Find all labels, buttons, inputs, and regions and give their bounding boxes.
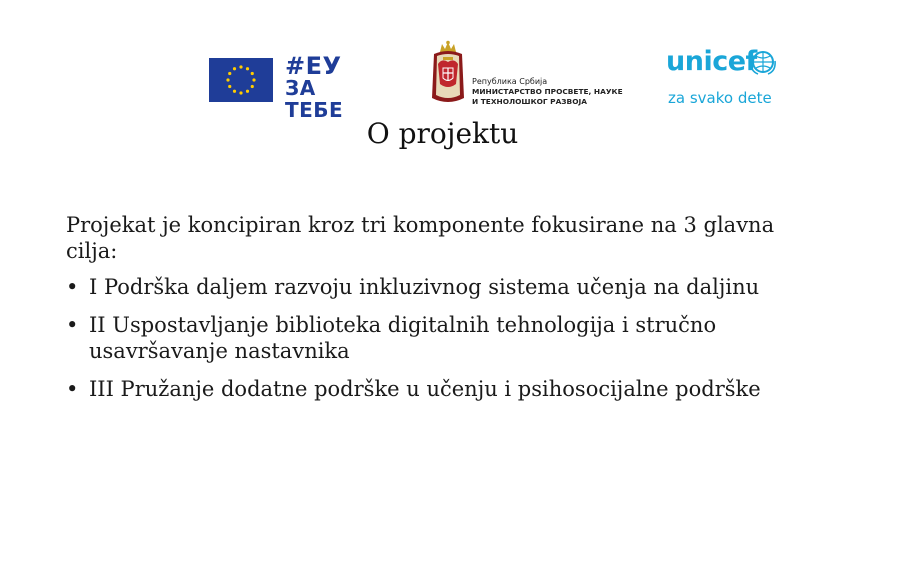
ministry-line2: МИНИСТАРСТВО ПРОСВЕТЕ, НАУКЕ (472, 87, 623, 96)
unicef-tagline: za svako dete (668, 89, 772, 107)
eu-star-icon (251, 72, 254, 75)
eu-star-icon (246, 67, 249, 70)
ministry-line3: И ТЕХНОЛОШКОГ РАЗВОЈА (472, 97, 587, 106)
goal-list (66, 274, 826, 402)
ministry-logo (428, 40, 628, 110)
eu-logo-text (285, 52, 379, 122)
unicef-globe-icon (750, 49, 776, 75)
ministry-logo-text (472, 77, 623, 107)
list-item (66, 274, 826, 300)
list-item (66, 376, 826, 402)
eu-flag-icon (209, 58, 273, 102)
eu-star-icon (228, 72, 231, 75)
eu-star-icon (246, 90, 249, 93)
bullet-icon: • (66, 313, 79, 337)
eu-star-icon (252, 78, 255, 81)
unicef-logo (666, 46, 786, 112)
bullet-icon: • (66, 377, 79, 401)
unicef-wordmark: unicef (666, 46, 757, 77)
logo-bar (0, 40, 899, 122)
slide-title: O projektu (366, 117, 519, 150)
intro-text: Projekat je koncipiran kroz tri komponente fokusirane na 3 glavna cilja: (66, 213, 775, 263)
serbian-coat-of-arms-icon (428, 40, 468, 106)
list-item-text: III Pružanje dodatne podrške u učenju i psihosocijalne podrške (89, 377, 761, 401)
list-item (66, 312, 826, 364)
eu-star-icon (251, 85, 254, 88)
list-item-text: I Podrška daljem razvoju inkluzivnog sistema učenja na daljinu (89, 275, 760, 299)
bullet-icon: • (66, 275, 79, 299)
eu-logo-line2: ЗА ТЕБЕ (285, 76, 344, 122)
slide-body (66, 212, 826, 414)
eu-logo-line1: #ЕУ (285, 52, 342, 80)
eu-star-icon (226, 78, 229, 81)
eu-logo (209, 52, 379, 122)
eu-star-icon (228, 85, 231, 88)
list-item-text: II Uspostavljanje biblioteka digitalnih tehnologija i stručno usavršavanje nastavnika (89, 313, 717, 363)
ministry-line1: Република Србија (472, 77, 548, 86)
eu-star-icon (239, 65, 242, 68)
eu-star-icon (233, 90, 236, 93)
eu-star-icon (239, 91, 242, 94)
eu-star-icon (233, 67, 236, 70)
